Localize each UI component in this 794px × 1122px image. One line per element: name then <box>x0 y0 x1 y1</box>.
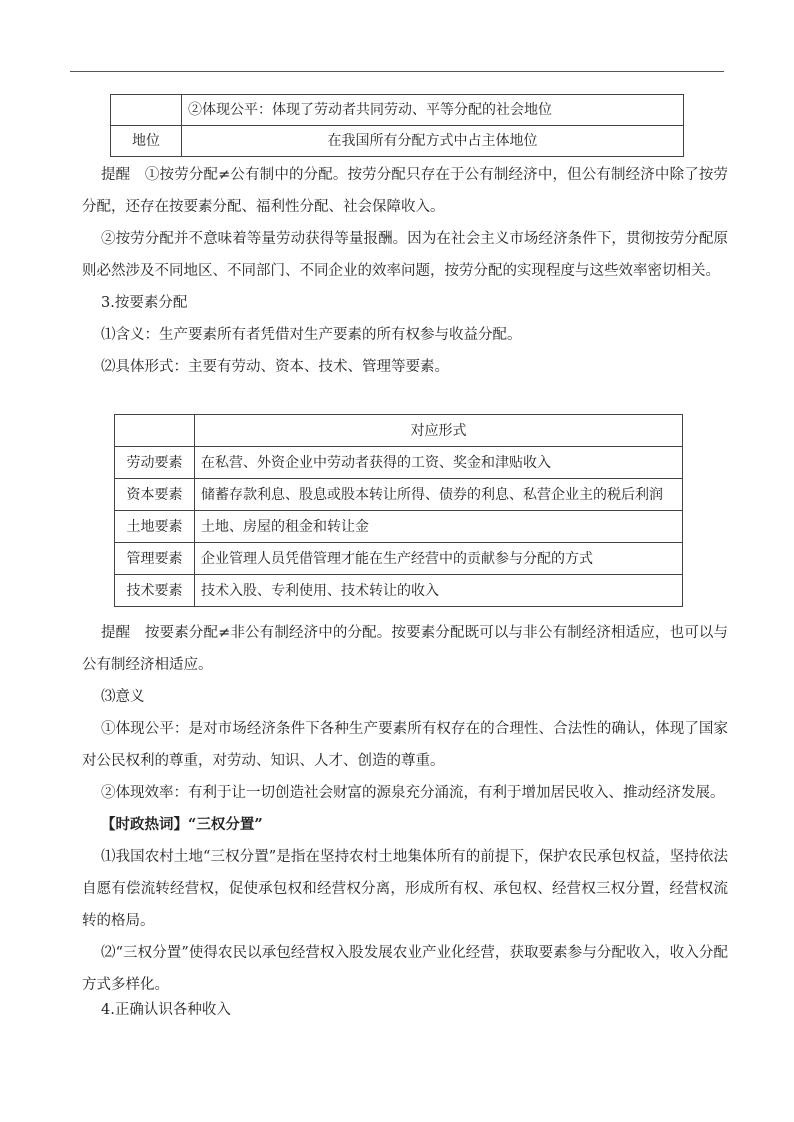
section-heading-significance: ⑶意义 <box>101 689 145 705</box>
section-heading-4: 4.正确认识各种收入 <box>101 1002 231 1018</box>
header-rule <box>70 71 724 72</box>
table-row <box>115 543 683 575</box>
table-row <box>115 575 683 607</box>
table-row <box>115 511 683 543</box>
table-header-row <box>115 415 683 447</box>
table-cell-label: 劳动要素 <box>115 447 195 479</box>
body-paragraph-efficiency: ②体现效率：有利于让一切创造社会财富的源泉充分涌流，有利于增加居民收入、推动经济发展。 <box>101 785 725 801</box>
section-heading-3: 3.按要素分配 <box>101 295 188 311</box>
table-cell-text: 在我国所有分配方式中占主体地位 <box>182 126 684 157</box>
table-header-cell-label <box>115 415 195 447</box>
table-cell-label <box>111 95 182 126</box>
table-cell-text: 在私营、外资企业中劳动者获得的工资、奖金和津贴收入 <box>195 447 683 479</box>
table-row <box>115 447 683 479</box>
factor-distribution-table <box>114 414 683 607</box>
body-paragraph-three-rights-1: ⑴我国农村土地“三权分置”是指在坚持农村土地集体所有的前提下，保护农民承包权益，坚持依法自愿有偿流转经营权，促使承包权和经营权分离，形成所有权、承包权、经营权三权分置，经营权流转的格局。 <box>82 849 728 929</box>
table-cell-label: 土地要素 <box>115 511 195 543</box>
table-cell-label: 资本要素 <box>115 479 195 511</box>
table-row <box>115 479 683 511</box>
table-cell-label: 技术要素 <box>115 575 195 607</box>
table-row <box>111 95 684 126</box>
body-paragraph-forms: ⑵具体形式：主要有劳动、资本、技术、管理等要素。 <box>101 359 449 375</box>
table-cell-text: 企业管理人员凭借管理才能在生产经营中的贡献参与分配的方式 <box>195 543 683 575</box>
table-cell-label: 地位 <box>111 126 182 157</box>
tip-paragraph-1: 提醒 ①按劳分配≠公有制中的分配。按劳分配只存在于公有制经济中，但公有制经济中除了按劳分配，还存在按要素分配、福利性分配、社会保障收入。 <box>82 167 728 215</box>
body-paragraph-three-rights-2: ⑵“三权分置”使得农民以承包经营权入股发展农业产业化经营，获取要素参与分配收入，收入分配方式多样化。 <box>82 945 728 993</box>
table-cell-text: 技术入股、专利使用、技术转让的收入 <box>195 575 683 607</box>
table-cell-text: 储蓄存款利息、股息或股本转让所得、债券的利息、私营企业主的税后利润 <box>195 479 683 511</box>
distribution-table-top <box>110 94 684 157</box>
table-cell-label: 管理要素 <box>115 543 195 575</box>
tip-paragraph-2: 提醒 按要素分配≠非公有制经济中的分配。按要素分配既可以与非公有制经济相适应，也可以与公有制经济相适应。 <box>82 625 728 673</box>
body-paragraph-2: ②按劳分配并不意味着等量劳动获得等量报酬。因为在社会主义市场经济条件下，贯彻按劳分配原则必然涉及不同地区、不同部门、不同企业的效率问题，按劳分配的实现程度与这些效率密切相关。 <box>82 231 728 279</box>
hot-term-heading: 【时政热词】“三权分置” <box>101 816 263 833</box>
table-header-cell-text: 对应形式 <box>195 415 683 447</box>
table-row <box>111 126 684 157</box>
body-paragraph-definition: ⑴含义：生产要素所有者凭借对生产要素的所有权参与收益分配。 <box>101 327 522 343</box>
table-cell-text: 土地、房屋的租金和转让金 <box>195 511 683 543</box>
table-cell-text: ②体现公平：体现了劳动者共同劳动、平等分配的社会地位 <box>182 95 684 126</box>
body-paragraph-fairness: ①体现公平：是对市场经济条件下各种生产要素所有权存在的合理性、合法性的确认，体现了国家对公民权利的尊重，对劳动、知识、人才、创造的尊重。 <box>82 721 728 769</box>
